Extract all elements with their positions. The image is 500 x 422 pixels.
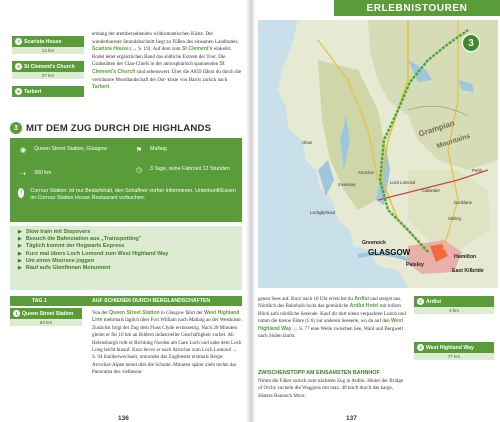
place-label: Oban <box>302 140 313 145</box>
link-ardlui-hotel[interactable]: Ardlui Hotel <box>349 303 379 310</box>
city-label-glasgow: GLASGOW <box>368 248 411 257</box>
place-label: Lochgilphead <box>310 210 335 215</box>
link-queen-street-station[interactable]: Queen Street Station <box>109 310 160 316</box>
page-number-right: 137 <box>346 415 357 422</box>
arrow-right-icon: ➝ <box>20 170 26 178</box>
list-item: ▶ Täglich kommt der Hogwarts Express <box>18 243 125 250</box>
section-title: 3 MIT DEM ZUG DURCH DIE HIGHLANDS <box>10 122 242 134</box>
list-item: ▶ Kurz mal übers Loch Lomond zum West Highland Way <box>18 250 169 257</box>
town-label: Hamilton <box>454 254 477 260</box>
arrow-right-icon: ▶ <box>18 250 22 257</box>
info-icon: ! <box>18 188 24 198</box>
town-label: East Kilbride <box>452 268 484 274</box>
place-label: Loch Lomond <box>390 180 416 185</box>
info-end: ⚑ Mallaig <box>134 146 234 156</box>
stop-number-icon: 8 <box>15 63 22 70</box>
day-stop-column <box>10 308 82 333</box>
stop-st-clements-church[interactable]: 8 St Clement's Church 27 km <box>12 61 84 79</box>
tour-number-icon: 3 <box>10 122 22 134</box>
place-label: Callander <box>422 188 440 193</box>
list-item: ▶ Rauf aufs Glenfinnan Monument <box>18 265 111 272</box>
location-pin-icon: ◉ <box>19 146 27 154</box>
left-page <box>0 0 246 422</box>
stop-number-icon: 3 <box>417 344 424 351</box>
right-stops-column <box>414 296 494 388</box>
town-label: Greenock <box>362 240 386 246</box>
flag-icon: ⚑ <box>135 146 143 154</box>
arrow-right-icon: ▶ <box>18 243 22 250</box>
tour-map[interactable] <box>258 20 498 288</box>
stop-west-highland-way[interactable]: 3 West Highland Way 77 km <box>414 342 494 360</box>
place-label: Dunblane <box>454 200 472 205</box>
region-label: Mountains <box>435 132 472 151</box>
arrow-right-icon: ▶ <box>18 257 22 264</box>
stop-number-icon: 1 <box>13 310 20 317</box>
section-header: ERLEBNISTOUREN <box>334 0 500 16</box>
right-page <box>256 0 500 422</box>
list-item: ▶ Um einen Moorsee joggen <box>18 257 95 264</box>
region-label: Grampian <box>417 118 456 139</box>
link-west-highland-way[interactable]: West Highland Way <box>258 318 404 332</box>
town-label: Paisley <box>406 262 424 268</box>
book-gutter <box>246 0 256 422</box>
stop-number-icon: 2 <box>417 298 424 305</box>
place-label: Inveraray <box>338 182 356 187</box>
page-number-left: 136 <box>118 415 129 422</box>
intro-paragraph: entlang der atemberaubenden wildromantischen Küste. Der wunderbareste Strandabschnitt liegt zu Füßen des einsamen Landhotels Scarista House (→ S. 19). Auf dem zum St Clement's einkehrt. Rodel leitet ergänzlichen Band das südliche Extrem der Tour. Die Grabstätten der Clan-Chiefs in der atmosphärisch spannenden St Clement's Church sind sehenswert. Über die A859 fährst du durch die verträumte Mondlandschaft der Ost- küste von Harris zurück nach Tarbert. <box>92 31 242 91</box>
list-item: ▶ Slow train mit Stopovers <box>18 229 91 235</box>
arrow-right-icon: ▶ <box>18 265 22 272</box>
right-paragraph: genen Sees auf. Kurz nach 10 Uhr erreichst du Ardlui und steigst aus. Nördlich des Bahnhofs lockt das gemütliche Ardlui Hotel mit tollem Blick aufs nördliche Seeende. Kauf dir dort einen verpackten Lunch und nimm die kleine Fähre (£ 6) zur anderen Seeseite, wo du auf den West Highland Way → S. 77 eine Weile zwischen See, Wald und Bergwelt nach Süden läufst. <box>258 296 406 340</box>
info-distance: ➝ 300 km <box>18 170 118 180</box>
place-label: Stirling <box>448 216 461 221</box>
right-paragraph-2: Nimm die Fähre zurück zum nächsten Zug in Ardlui. Hinter der Bridge of Orchy zuckeln die Waggons mit max. 48 km/h durch das karge, düstere Rannoch Moor. <box>258 378 404 399</box>
info-note: ! Corrour Station: ist nur Bedarfshalt, den Schaffner vorher informieren. Unterkunft/Essen im Corrour Station House Restaurant vorbuchen. <box>18 188 236 201</box>
arrow-right-icon: ▶ <box>18 236 22 243</box>
day-paragraph: Von der Queen Street Station in Glasgow fährt der West Highland Line mehrmals täglich über Fort William nach Mallaig an der Westküste. Zunächst folgt der Zug dem Fluss Clyde rechtsseitig. Nach 20 Minuten gleitet er für 10 km an Bildern industrieller Geschäftigkeit vorbei. Ab Helensburgh rollt er Richtung Norden am Gare Loch und nahe dem Loch Long leicht hinauf. Kurz bevor er nach Arrochar zum Loch Lomond → S. 94 hinüberwechselt, umrundet das Zugfenster erstmals Berge: Arrochar-Alpen nennt dies die Schotte. Minuten später zieht rechts das Panorama des vielbesun- <box>92 310 242 376</box>
link-tarbert[interactable]: Tarbert <box>92 84 110 91</box>
stop-tarbert[interactable]: 9 Tarbert <box>12 86 84 97</box>
stop-ardlui[interactable]: 2 Ardlui 3 km <box>414 296 494 314</box>
link-scarista-house[interactable]: Scarista House <box>92 46 129 53</box>
highlights-checklist <box>10 226 242 290</box>
link-st-clements-church[interactable]: Clement's Church <box>92 68 136 75</box>
side-stops-column <box>12 36 84 104</box>
route-number-marker[interactable]: 3 <box>462 34 480 52</box>
subheading: ZWISCHENSTOPP AM EINSAMSTEN BAHNHOF <box>258 370 380 376</box>
place-label: Perth <box>472 168 483 173</box>
link-ardlui[interactable]: Ardlui <box>354 296 369 302</box>
stop-number-icon: 7 <box>15 38 22 45</box>
list-item: ▶ Besuch die Bahnstation aus „Trainspotting" <box>18 236 142 243</box>
clock-icon: ◷ <box>135 166 143 174</box>
info-start: ◉ Queen Street Station, Glasgow <box>18 146 118 156</box>
stop-scarista-house[interactable]: 7 Scarista House 13 km <box>12 36 84 54</box>
stop-number-icon: 9 <box>15 88 22 95</box>
arrow-right-icon: ▶ <box>18 229 22 235</box>
tour-infobox <box>10 138 242 222</box>
place-label: Arrochar <box>358 170 375 175</box>
info-duration: ◷ 3 Tage, reine Fahrzeit 12 Stunden <box>134 166 234 176</box>
stop-queen-street-station[interactable]: 1 Queen Street Station 63 km <box>10 308 82 326</box>
day-header-bar: TAG 1 AUF SCHIENEN DURCH BERGLANDSCHAFTEN <box>10 296 242 306</box>
